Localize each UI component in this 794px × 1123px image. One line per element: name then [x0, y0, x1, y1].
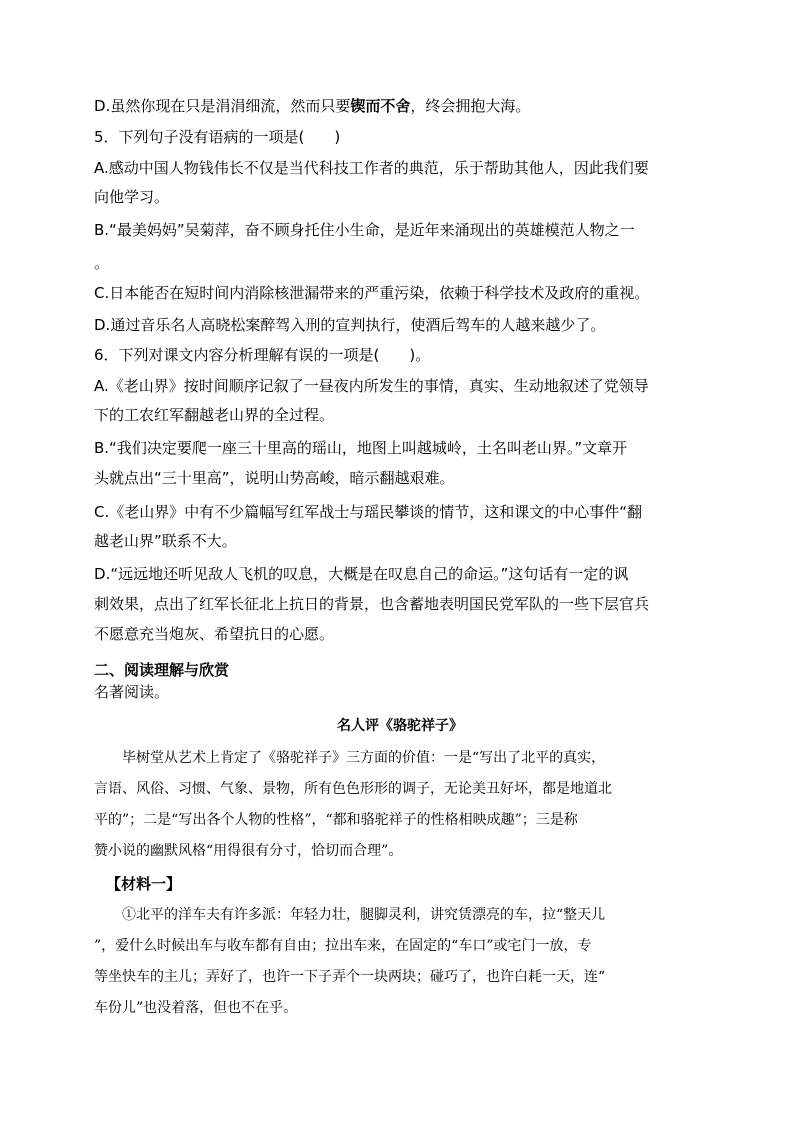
passage-p1-line4: 赞小说的幽默风格“用得很有分寸，恰切而合理”。: [94, 843, 403, 859]
q5-option-b-line2: 。: [94, 254, 110, 272]
q6-option-a-line2: 下的工农红军翻越老山界的全过程。: [94, 406, 335, 424]
material1-line2: ”，爱什么时候出车与收车都有自由；拉出车来，在固定的“车口”或宅门一放，专: [94, 938, 592, 954]
passage-p1-line2: 言语、风俗、习惯、气象、景物，所有色色形形的调子，无论美丑好坏，都是地道北: [94, 781, 612, 797]
passage-title: 名人评《骆驼祥子》: [337, 718, 463, 734]
passage-p1-line1: 毕树堂从艺术上肯定了《骆驼祥子》三方面的价值：一是“写出了北平的真实，: [122, 750, 606, 766]
q6-option-d-line2: 刺效果，点出了红军长征北上抗日的背景，也含蓄地表明国民党军队的一些下层官兵: [94, 595, 650, 613]
q4-option-d-bold: 锲而不舍: [350, 97, 411, 115]
q5-option-c: C.日本能否在短时间内消除核泄漏带来的严重污染，依赖于科学技术及政府的重视。: [94, 284, 650, 302]
q5-stem: 5．下列句子没有语病的一项是( ): [94, 128, 341, 146]
q6-option-c-line2: 越老山界”联系不大。: [94, 532, 237, 550]
material1-line4: 车份儿”也没着落，但也不在乎。: [94, 1000, 298, 1016]
section-title: 二、阅读理解与欣赏: [94, 661, 230, 679]
q5-option-b-line1: B.“最美妈妈”吴菊萍，奋不顾身托住小生命，是近年来涌现出的英雄模范人物之一: [94, 221, 635, 239]
q6-option-d-line3: 不愿意充当炮灰、希望抗日的心愿。: [94, 625, 335, 643]
q4-option-d-text: D.虽然你现在只是涓涓细流，然而只要: [94, 97, 351, 115]
q6-option-d-line1: D.“远远地还听见敌人飞机的叹息，大概是在叹息自己的命运。”这句话有一定的讽: [94, 565, 629, 583]
q5-option-a-line1: A.感动中国人物钱伟长不仅是当代科技工作者的典范，乐于帮助其他人，因此我们要: [94, 159, 649, 177]
passage-p1-line3: 平的”；二是“写出各个人物的性格”，“都和骆驼祥子的性格相映成趣”；三是称: [94, 812, 578, 828]
material1-line1: ①北平的洋车夫有许多派：年轻力壮，腿脚灵利，讲究赁漂亮的车，拉“整天儿: [122, 907, 606, 923]
q6-stem: 6．下列对课文内容分析理解有误的一项是( )。: [94, 346, 431, 364]
material1-line3: 等坐快车的主儿；弄好了，也许一下子弄个一块两块；碰巧了，也许白耗一天，连“: [94, 969, 606, 985]
section-subtitle: 名著阅读。: [94, 683, 170, 701]
q6-option-b-line1: B.“我们决定要爬一座三十里高的瑶山，地图上叫越城岭，土名叫老山界。”文章开: [94, 439, 628, 457]
q6-option-c-line1: C.《老山界》中有不少篇幅写红军战士与瑶民攀谈的情节，这和课文的中心事件“翻: [94, 503, 643, 521]
q5-option-d: D.通过音乐名人高晓松案醉驾入刑的宣判执行，使酒后驾车的人越来越少了。: [94, 316, 606, 334]
q4-option-d-tail: ，终会拥抱大海。: [410, 97, 531, 115]
q4-option-d: [94, 96, 706, 116]
material-label: 【材料一】: [106, 875, 182, 893]
q6-option-a-line1: A.《老山界》按时间顺序记叙了一昼夜内所发生的事情，真实、生动地叙述了党领导: [94, 377, 649, 395]
q5-option-a-line2: 向他学习。: [94, 188, 170, 206]
q6-option-b-line2: 头就点出“三十里高”，说明山势高峻，暗示翻越艰难。: [94, 469, 455, 487]
